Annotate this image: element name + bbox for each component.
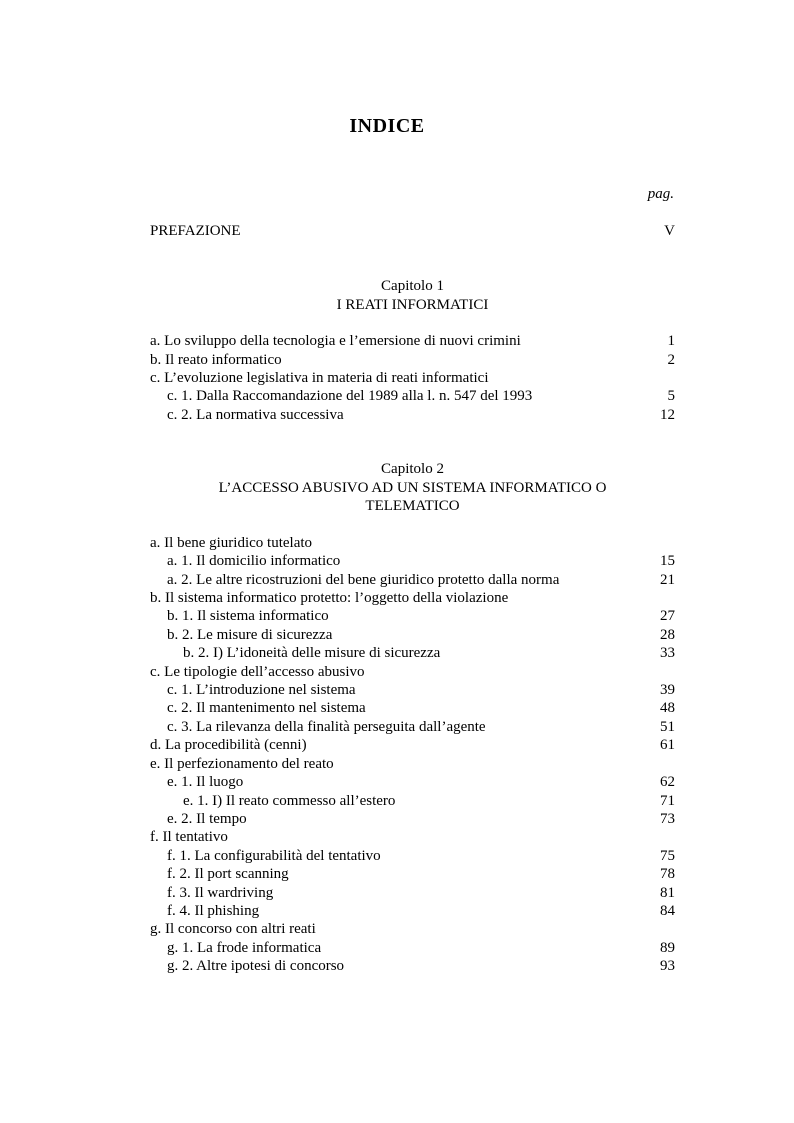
- toc-entry-text: e. 2. Il tempo: [167, 811, 247, 827]
- toc-entry-page: 78: [660, 866, 675, 882]
- toc-entry[interactable]: [150, 939, 675, 957]
- page-title: INDICE: [349, 115, 425, 137]
- toc-entry[interactable]: [150, 607, 675, 625]
- toc-entry-page: 48: [660, 700, 675, 716]
- toc-entry-page: 33: [660, 645, 675, 661]
- toc-entry-text: g. 2. Altre ipotesi di concorso: [167, 958, 345, 974]
- toc-entry-text: e. Il perfezionamento del reato: [150, 756, 334, 772]
- toc-entry[interactable]: [150, 332, 675, 350]
- toc-entry[interactable]: [150, 644, 675, 662]
- toc-entry-text: f. 3. Il wardriving: [167, 885, 274, 901]
- toc-entry-text: c. L’evoluzione legislativa in materia di reati informatici: [150, 370, 489, 386]
- toc-entry-text: PREFAZIONE: [150, 223, 241, 239]
- toc-entry-page: 27: [660, 608, 675, 624]
- toc-entry[interactable]: [150, 755, 675, 773]
- toc-entry[interactable]: [150, 810, 675, 828]
- toc-entry-text: f. 4. Il phishing: [167, 903, 260, 919]
- toc-entry-text: c. 2. Il mantenimento nel sistema: [167, 700, 366, 716]
- toc-entry[interactable]: [150, 571, 675, 589]
- toc-entry[interactable]: [150, 387, 675, 405]
- toc-entry-text: f. 1. La configurabilità del tentativo: [167, 848, 381, 864]
- toc-entry[interactable]: [150, 736, 675, 754]
- toc-entry[interactable]: [150, 957, 675, 975]
- toc-entry-text: e. 1. Il luogo: [167, 774, 244, 790]
- toc-entry-text: b. 2. Le misure di sicurezza: [167, 627, 333, 643]
- toc-entry-page: V: [664, 223, 675, 239]
- toc-entry-page: 15: [660, 553, 675, 569]
- toc-entry-text: b. Il reato informatico: [150, 352, 282, 368]
- toc-entry-page: 1: [667, 333, 675, 349]
- toc-entry-page: 93: [660, 958, 675, 974]
- toc-entry-page: 75: [660, 848, 675, 864]
- toc-entry[interactable]: [150, 847, 675, 865]
- toc-entry-page: 61: [660, 737, 675, 753]
- toc-entry-page: 12: [660, 407, 675, 423]
- toc-entry-page: 73: [660, 811, 675, 827]
- toc-entry[interactable]: [150, 718, 675, 736]
- toc-entry-text: b. Il sistema informatico protetto: l’oggetto della violazione: [150, 590, 509, 606]
- toc-entry-text: b. 2. I) L’idoneità delle misure di sicurezza: [183, 645, 441, 661]
- chapter-2-title-line2: TELEMATICO: [365, 498, 460, 514]
- toc-entry-text: a. 1. Il domicilio informatico: [167, 553, 341, 569]
- toc-entry-text: d. La procedibilità (cenni): [150, 737, 307, 753]
- toc-entry-page: 5: [667, 388, 675, 404]
- toc-entry[interactable]: [150, 792, 675, 810]
- toc-entry[interactable]: [150, 534, 675, 552]
- toc-entry[interactable]: [150, 406, 675, 424]
- toc-entry-text: f. Il tentativo: [150, 829, 228, 845]
- toc-entry-text: e. 1. I) Il reato commesso all’estero: [183, 793, 396, 809]
- toc-entry-page: 39: [660, 682, 675, 698]
- toc-entry-text: b. 1. Il sistema informatico: [167, 608, 329, 624]
- toc-entry[interactable]: [150, 626, 675, 644]
- toc-entry[interactable]: [150, 351, 675, 369]
- toc-entry[interactable]: [150, 884, 675, 902]
- toc-entry[interactable]: [150, 589, 675, 607]
- toc-entry-page: 89: [660, 940, 675, 956]
- toc-entry-text: c. Le tipologie dell’accesso abusivo: [150, 664, 365, 680]
- toc-entry[interactable]: [150, 828, 675, 846]
- toc-entry[interactable]: [150, 699, 675, 717]
- toc-entry-text: a. 2. Le altre ricostruzioni del bene giuridico protetto dalla norma: [167, 572, 560, 588]
- toc-entry[interactable]: [150, 773, 675, 791]
- toc-entry[interactable]: [150, 902, 675, 920]
- toc-entry[interactable]: [150, 681, 675, 699]
- toc-entry-preface[interactable]: [150, 222, 675, 240]
- toc-entry-page: 84: [660, 903, 675, 919]
- toc-entry-text: a. Il bene giuridico tutelato: [150, 535, 313, 551]
- toc-entry[interactable]: [150, 865, 675, 883]
- toc-entry-text: g. 1. La frode informatica: [167, 940, 322, 956]
- toc-entry[interactable]: [150, 663, 675, 681]
- toc-entry-text: c. 2. La normativa successiva: [167, 407, 344, 423]
- toc-entry-text: a. Lo sviluppo della tecnologia e l’emersione di nuovi crimini: [150, 333, 521, 349]
- toc-entry-text: c. 1. Dalla Raccomandazione del 1989 alla l. n. 547 del 1993: [167, 388, 533, 404]
- chapter-2-label: Capitolo 2: [381, 461, 444, 477]
- toc-entry[interactable]: [150, 552, 675, 570]
- toc-entry[interactable]: [150, 369, 675, 387]
- toc-entry-page: 81: [660, 885, 675, 901]
- toc-entry-page: 28: [660, 627, 675, 643]
- toc-entry-page: 21: [660, 572, 675, 588]
- toc-entry-text: c. 3. La rilevanza della finalità perseguita dall’agente: [167, 719, 486, 735]
- chapter-1-label: Capitolo 1: [381, 278, 444, 294]
- chapter-2-title-line1: L’ACCESSO ABUSIVO AD UN SISTEMA INFORMATICO O: [218, 480, 607, 496]
- toc-entry-text: c. 1. L’introduzione nel sistema: [167, 682, 356, 698]
- toc-entry[interactable]: [150, 920, 675, 938]
- chapter-1-title: I REATI INFORMATICI: [336, 297, 489, 313]
- toc-entry-text: f. 2. Il port scanning: [167, 866, 289, 882]
- toc-entry-page: 51: [660, 719, 675, 735]
- pag-label: pag.: [647, 186, 674, 202]
- toc-entry-text: g. Il concorso con altri reati: [150, 921, 316, 937]
- toc-entry-page: 2: [667, 352, 675, 368]
- toc-entry-page: 71: [660, 793, 675, 809]
- toc-entry-page: 62: [660, 774, 675, 790]
